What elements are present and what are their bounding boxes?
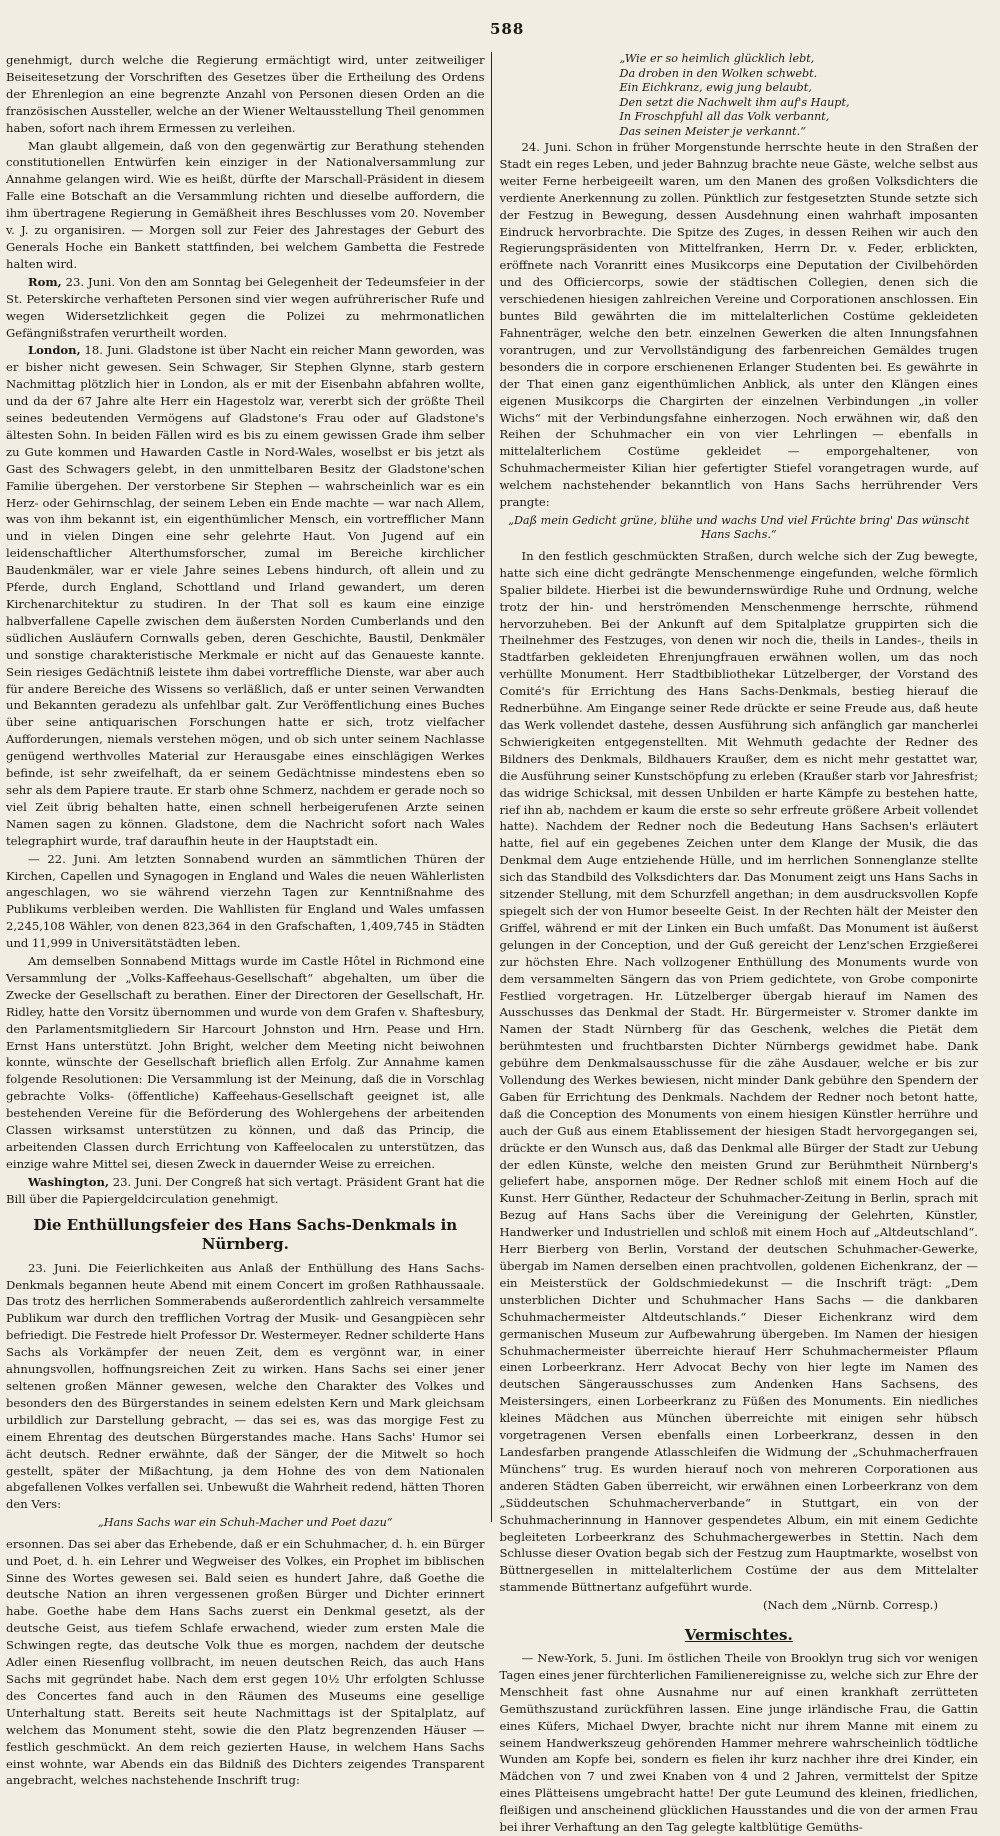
- article-paragraph: ersonnen. Das sei aber das Erhebende, daß er ein Schuhmacher, d. h. ein Bürger und Poet, d. h. ein Lehrer und Wegweiser des Volkes, ein Prophet im biblischen Sinne des Wortes gewesen sei. Bald seien es hundert Jahre, daß Goethe die deutsche Nation an ihren vergessenen großen Bürger und Dichter erinnert habe. Goethe habe dem Hans Sachs zuerst ein Denkmal gesetzt, als der deutsche Geist, aus tiefem Schlafe erwachend, wieder zum ersten Male die Schwingen regte, das deutsche Volk thue es morgen, nachdem der deutsche Adler einen Riesenflug vollbracht, im neuen deutschen Reich, das auch Hans Sachs mit gegründet habe. Nach dem erst gegen 10½ Uhr erfolgten Schlusse des Concertes fand auch in den Räumen des Museums eine gesellige Unterhaltung statt. Bereits seit heute Nachmittags ist der Spitalplatz, auf welchem das Monument steht, sowie die den Platz begrenzenden Häuser — festlich geschmückt. An dem reich gezierten Hause, in welchem Hans Sachs einst wohnte, war Abends ein das Bildniß des Dichters zeigendes Transparent angebracht, welches nachstehende Inschrift trug:: [6, 1536, 485, 1788]
- dateline-text: 23. Juni. Von den am Sonntag bei Gelegenheit der Tedeumsfeier in der St. Peterskirche verhafteten Personen sind vier wegen aufrührerischer Rufe und wegen Widersetzlichkeit gegen die Polizei zu mehrmonatlichen Gefängnißstrafen verurtheilt worden.: [6, 274, 485, 340]
- verse-line: Den setzt die Nachwelt ihm auf's Haupt,: [619, 95, 850, 109]
- verse-line: Ein Eichkranz, ewig jung belaubt,: [619, 81, 812, 94]
- dateline-paragraph: [6, 1174, 485, 1208]
- article-paragraph: Am demselben Sonnabend Mittags wurde im Castle Hôtel in Richmond eine Versammlung der „Volks-Kaffeehaus-Gesellschaft“ abgehalten, um über die Zwecke der Gesellschaft zu berathen. Einer der Directoren der Gesellschaft, Hr. Ridley, hatte den Vorsitz übernommen und wurde von dem Grafen v. Shaftesbury, den Parlamentsmitgliedern Sir Harcourt Johnston und Hrn. Pease und Hrn. Ernst Hans unterstützt. John Bright, welcher dem Meeting nicht beiwohnen konnte, wünschte der Gesellschaft brieflich allen Erfolg. Zur Annahme kamen folgende Resolutionen: Die Versammlung ist der Meinung, daß die in Vorschlag gebrachte Volks- (öffentliche) Kaffeehaus-Gesellschaft geeignet ist, alle bestehenden Vereine für die Beförderung des Wohlergehens der arbeitenden Classen wirksamst unterstützen zu können, und daß das Princip, die arbeitenden Classen durch Errichtung von Kaffeelocalen zu unterstützen, das einzige wahre Mittel sei, diesen Zweck in dauernder Weise zu erreichen.: [6, 954, 485, 1171]
- quoted-verse: „Daß mein Gedicht grüne, blühe und wachs Und viel Früchte bring' Das wünscht Hans Sachs.“: [508, 513, 970, 542]
- source-note: (Nach dem „Nürnb. Corresp.): [763, 1598, 938, 1613]
- dateline-paragraph: [6, 342, 485, 849]
- verse-line: Da droben in den Wolken schwebt.: [619, 66, 818, 80]
- verse-line: Das seinen Meister je verkannt.“: [619, 124, 806, 138]
- dateline-place: Washington,: [28, 1174, 109, 1189]
- columns: [6, 52, 978, 1835]
- article-paragraph: 23. Juni. Die Feierlichkeiten aus Anlaß der Enthüllung des Hans Sachs-Denkmals begannen heute Abend mit einem Concert im großen Rathhaussaale. Das trotz des herrlichen Sommerabends außerordentlich zahlreich versammelte Publikum war durch den trefflichen Vortrag der Musik- und Gesangpiècen sehr befriedigt. Die Festrede hielt Professor Dr. Westermeyer. Redner schilderte Hans Sachs als Vorkämpfer der neuen Zeit, dem es vergönnt war, in einer ahnungsvollen, hoffnungsreichen Zeit zu wirken. Hans Sachs sei einer jener seltenen großen Männer gewesen, welche den Charakter des Volkes und besonders den des Bürgerstandes in seinem edelsten Kern und Mark gleichsam urbildlich zur Darstellung gebracht, — das sei es, was das morgige Fest zu einem Ehrentag des deutschen Bürgerstandes mache. Hans Sachs' Humor sei ächt deutsch. Redner erwähnte, daß der Sänger, der die Mitwelt so hoch gestellt, später der Mißachtung, ja dem Hohne des von dem Nationalen abgefallenen Volkes verfallen sei. Unbewußt die Wahrheit redend, hätten Thoren den Vers:: [6, 1260, 485, 1512]
- quoted-verse: „Hans Sachs war ein Schuh-Macher und Poet dazu“: [97, 1516, 393, 1530]
- article-paragraph: genehmigt, durch welche die Regierung ermächtigt wird, unter zeitweiliger Beiseitesetzung der Vorschriften des Gesetzes über die Ertheilung des Ordens der Ehrenlegion an eine begrenzte Anzahl von Personen diesen Orden an die französischen Aussteller, welche an der Wiener Weltausstellung Theil genommen haben, sofort nach ihrem Ermessen zu verleihen.: [6, 53, 485, 135]
- right-column: [491, 52, 978, 1835]
- section-heading: Die Enthüllungsfeier des Hans Sachs-Denkmals in Nürnberg.: [33, 1215, 458, 1253]
- article-paragraph: 24. Juni. Schon in früher Morgenstunde herrschte heute in den Straßen der Stadt ein reges Leben, und jeder Bahnzug brachte neue Gäste, welche selbst aus weiter Ferne herbeigeeilt waren, um den Manen des großen Volksdichters die verdiente Anerkennung zu zollen. Pünktlich zur festgesetzten Stunde setzte sich der Festzug in Bewegung, dessen Ausdehnung einen wahrhaft imposanten Eindruck hervorbrachte. Die Spitze des Zuges, in dessen Reihen wir auch den Regierungspräsidenten von Mittelfranken, Herrn Dr. v. Feder, erblickten, eröffnete nach Voranritt eines Musikcorps eine Deputation der Civilbehörden und des Officiercorps, sowie der städtischen Collegien, denen sich die verschiedenen hiesigen zahlreichen Vereine und Corporationen anschlossen. Ein buntes Bild gewährten die im mittelalterlichen Costüme gekleideten Fahnenträger, welche den betr. einzelnen Gewerken die alten Innungsfahnen vorantrugen, und zur Vervollständigung des farbenreichen Gemäldes trugen besonders die in corpore erschienenen Erlanger Studenten bei. Es gewährte in der That einen ganz eigenthümlichen Anblick, als unter den Klängen eines eigenen Musikcorps die Chargirten der einzelnen Verbindungen „in voller Wichs“ mit der Verbindungsfahne einherzogen. Noch erwähnen wir, daß den Reihen der Schuhmacher ein von vier Lehrlingen — ebenfalls in mittelalterlichem Costüme gekleidet — emporgehaltener, von Schuhmachermeister Kilian hier gefertigter Stiefel vorangetragen wurde, auf welchem nachstehender bekanntlich von Hans Sachs herrührender Vers prangte:: [499, 140, 978, 510]
- article-paragraph: — 22. Juni. Am letzten Sonnabend wurden an sämmtlichen Thüren der Kirchen, Capellen und Synagogen in England und Wales die neuen Wählerlisten angeschlagen, wo sie während vierzehn Tagen zur Kenntnißnahme des Publikums verbleiben werden. Die Wahllisten für England und Wales umfassen 2,245,108 Wähler, von denen 823,364 in den Grafschaften, 1,409,745 in Städten und 11,999 in Universitätstädten leben.: [6, 851, 485, 951]
- verse-line: In Froschpfuhl all das Volk verbannt,: [619, 110, 830, 123]
- section-heading-vermischtes: Vermischtes.: [684, 1626, 793, 1645]
- page-number: 588: [490, 20, 525, 38]
- article-paragraph: — New-York, 5. Juni. Im östlichen Theile von Brooklyn trug sich vor wenigen Tagen eines jener fürchterlichen Familienereignisse zu, welche sich zur Ehre der Menschheit fast ohne Ausnahme nur auf einen krankhaft zerrütteten Gemüthszustand zurückführen lassen. Eine junge irländische Frau, die Gattin eines Küfers, Michael Dwyer, brachte nicht nur ihrem Manne mit einem zu seinem Handwerkszeug gehörenden Hammer mehrere wahrscheinlich tödtliche Wunden am Kopfe bei, sondern es fielen ihr kurz nachher ihre drei Kinder, ein Mädchen von 7 und zwei Knaben von 4 und 2 Jahren, vermittelst der Spitze eines Plätteisens umgebracht hatte! Der gute Leumund des kleinen, friedlichen, fleißigen und anscheinend glücklichen Hausstandes und die von der armen Frau bei ihrer Verhaftung an den Tag gelegte kaltblütige Gemüths-: [499, 1651, 978, 1835]
- dateline-place: London,: [28, 343, 81, 358]
- article-paragraph: Man glaubt allgemein, daß von den gegenwärtig zur Berathung stehenden constitutionellen Entwürfen kein einziger in der Nationalversammlung zur Annahme gelangen wird. Wie es heißt, dürfte der Marschall-Präsident in diesem Falle eine Botschaft an die Versammlung richten und dieselbe auffordern, die ihm übertragene Regierung in Gemäßheit ihres Beschlusses vom 20. November v. J. zu organisiren. — Morgen soll zur Feier des Jahrestages der Geburt des Generals Hoche ein Bankett stattfinden, bei welchem Gambetta die Festrede halten wird.: [6, 138, 485, 271]
- dateline-text: 23. Juni. Der Congreß hat sich vertagt. Präsident Grant hat die Bill über die Papiergeldcirculation genehmigt.: [6, 1174, 485, 1206]
- left-column: [6, 52, 491, 1788]
- verse-line: „Wie er so heimlich glücklich lebt,: [619, 52, 815, 65]
- article-paragraph: In den festlich geschmückten Straßen, durch welche sich der Zug bewegte, hatte sich eine dicht gedrängte Menschenmenge eingefunden, welche förmlich Spalier bildete. Hierbei ist die bewundernswürdige Ruhe und Ordnung, welche trotz der hin- und herströmenden Menschenmenge herrschte, rühmend hervorzuheben. Bei der Ankunft auf dem Spitalplatze gruppirten sich die Theilnehmer des Festzuges, von denen wir noch die, theils in Landes-, theils in Stadtfarben gekleideten Ehrenjungfrauen erwähnen wollen, um das noch verhüllte Monument. Herr Stadtbibliothekar Lützelberger, der Vorstand des Comité's für Errichtung des Hans Sachs-Denkmals, bestieg hierauf die Rednerbühne. Am Eingange seiner Rede drückte er seine Freude aus, daß heute das Werk vollendet dastehe, dessen Ausführung sich anfänglich gar mancherlei Schwierigkeiten entgegenstellten. Mit Wehmuth gedachte der Redner des Bildners des Denkmals, Bildhauers Kraußer, dem es nicht mehr gestattet war, die Ausführung seiner Kunstschöpfung zu erleben (Kraußer starb vor Jahresfrist; das widrige Schicksal, mit dessen Unbilden er harte Kämpfe zu bestehen hatte, rief ihn ab, nachdem er kaum die erste so sehr erfreute größere Arbeit vollendet hatte). Nachdem der Redner noch die Bedeutung Hans Sachsen's erläutert hatte, fiel auf ein gegebenes Zeichen unter dem Klange der Musik, die das Denkmal dem Auge entziehende Hülle, und im herrlichen Sonnenglanze stellte sich das Standbild des Volksdichters dar. Das Monument zeigt uns Hans Sachs in sitzender Stellung, mit dem Schurzfell angethan; in dem ausdrucksvollen Kopfe spiegelt sich der von Humor beseelte Geist. In der Rechten hält der Meister den Griffel, während er mit der Linken ein Buch umfaßt. Das Monument ist äußerst gelungen in der Conception, und der Guß gereicht der Lenz'schen Erzgießerei zur höchsten Ehre. Nach vollzogener Enthüllung des Monuments wurde von dem versammelten Sängern das von Priem gedichtete, von Grobe componirte Festlied vorgetragen. Hr. Lützelberger übergab hierauf im Namen des Ausschusses das Denkmal der Stadt. Hr. Bürgermeister v. Stromer dankte im Namen der Stadt Nürnberg für das Geschenk, welches die Pietät dem berühmtesten und fruchtbarsten Dichter Nürnbergs gewidmet habe. Dank gebühre dem Denkmalsausschusse für die zähe Ausdauer, welche er bis zur Vollendung des Werkes bewiesen, nicht minder Dank gebühre den Spendern der Gaben für Errichtung des Denkmals. Nachdem der Redner noch betont hatte, daß die Conception des Monuments von einem hiesigen Künstler herrühre und auch der Guß aus einem Etablissement der hiesigen Stadt hervorgegangen sei, drückte er den Wunsch aus, daß das Denkmal alle Bürger der Stadt zur Uebung der edlen Künste, welche den meisten Grund zur Berühmtheit Nürnberg's geliefert habe, anspornen möge. Der Redner schloß mit einem Hoch auf die Kunst. Herr Günther, Redacteur der Schuhmacher-Zeitung in Berlin, sprach mit Bezug auf Hans Sachs über die Vereinigung der Gelehrten, Künstler, Handwerker und Industriellen und schloß mit einem Hoch auf „Altdeutschland“. Herr Bierberg von Berlin, Vorstand der deutschen Schuhmacher-Gewerke, übergab im Namen derselben einen prachtvollen, goldenen Eichenkranz, der — ein Meisterstück der Goldschmiedekunst — die Inschrift trägt: „Dem unsterblichen Dichter und Schuhmacher Hans Sachs — die dankbaren Schuhmachermeister Altdeutschlands.“ Dieser Eichenkranz wird dem germanischen Museum zur Aufbewahrung übergeben. Im Namen der hiesigen Schuhmachermeister überreichte hierauf Herr Schuhmachermeister Pflaum einen Lorbeerkranz. Herr Advocat Bechy von hier legte im Namen des deutschen Sängerausschusses zum Andenken Hans Sachsens, des Meistersingers, einen Lorbeerkranz zu Füßen des Monuments. Ein niedliches kleines Mädchen aus München überreichte mit einigen sehr hübsch vorgetragenen Versen ebenfalls einen Lorbeerkranz, dessen in den Landesfarben prangende Atlasschleifen die Widmung der „Schuhmacherfrauen Münchens“ trug. Es wurden hierauf noch von mehreren Corporationen aus anderen Städten Gaben überreicht, wir erwähnen einen Lorbeerkranz von dem „Süddeutschen Schuhmacherverbande“ in Stuttgart, ein von der Schuhmacherinnung in Hannover gespendetes Album, ein mit einem Gedichte begleiteten Lorbeerkranz des Schuhmachergewerbes in Stettin. Nach dem Schlusse dieser Ovation begab sich der Festzug zum Hauptmarkte, woselbst von Büttnergesellen in mittelalterlichem Costüme der aus dem Mittelalter stammende Büttnertanz aufgeführt wurde.: [499, 548, 978, 1595]
- dateline-paragraph: [6, 274, 485, 342]
- dateline-text: 18. Juni. Gladstone ist über Nacht ein reicher Mann geworden, was er bisher nicht gewesen. Sein Schwager, Sir Stephen Glynne, starb gestern Nachmittag plötzlich hier in London, als er mit der Eisenbahn abfahren wollte, und da der 67 Jahre alte Herr ein Hagestolz war, vererbt sich der größte Theil seines bedeutenden Vermögens auf Gladstone's Frau oder auf Gladstone's ältesten Sohn. In beiden Fällen wird es bis zu einem gewissen Grade ihm selber zu Gute kommen und Hawarden Castle in Nord-Wales, woselbst er bis jetzt als Gast des Schwagers gelebt, in den unmittelbaren Besitz der Gladstone'schen Familie übergehen. Der verstorbene Sir Stephen — wahrscheinlich war es ein Herz- oder Gehirnschlag, der seinem Leben ein Ende machte — war nach Allem, was von ihm bekannt ist, ein eigenthümlicher Mensch, ein vortrefflicher Mann und in vielen Dingen eine sehr gelehrte Haut. Von Jugend auf ein leidenschaftlicher Alterthumsforscher, zumal im Bereiche kirchlicher Baudenkmäler, war er viele Jahre seines Lebens hindurch, oft allein und zu Pferde, durch England, Schottland und Irland gewandert, um deren Kirchenarchitektur zu studiren. In der That soll es kaum eine einzige halbverfallene Capelle zwischen dem äußersten Norden Cumberlands und den südlichen Ausläufern Cornwalls geben, deren Geschichte, Baustil, Denkmäler und sonstige charakteristische Merkmale er nicht auf das Genaueste kannte. Sein riesiges Gedächtniß leistete ihm dabei vortreffliche Dienste, war aber auch für andere Bereiche des Wissens so verläßlich, daß er unter seinen Verwandten und Bekannten geradezu als unfehlbar galt. Zur Veröffentlichung eines Buches über seine antiquarischen Forschungen hatte er sich, trotz vielfacher Aufforderungen, niemals verstehen mögen, und ob sich unter seinem Nachlasse genügend werthvolles Material zur Herausgabe eines einschlägigen Werkes befinde, ist sehr zweifelhaft, da er seinem Gedächtnisse mindestens eben so sehr als dem Papiere traute. Er starb ohne Schmerz, nachdem er gerade noch so viel Zeit übrig behalten hatte, einen schnell herbeigerufenen Arzte seinen Namen sagen zu können. Gladstone, dem die Nachricht sofort nach Wales telegraphirt wurde, traf daraufhin heute in der Hauptstadt ein.: [6, 343, 485, 848]
- dateline-place: Rom,: [28, 274, 62, 289]
- inscription-verse: [499, 52, 978, 139]
